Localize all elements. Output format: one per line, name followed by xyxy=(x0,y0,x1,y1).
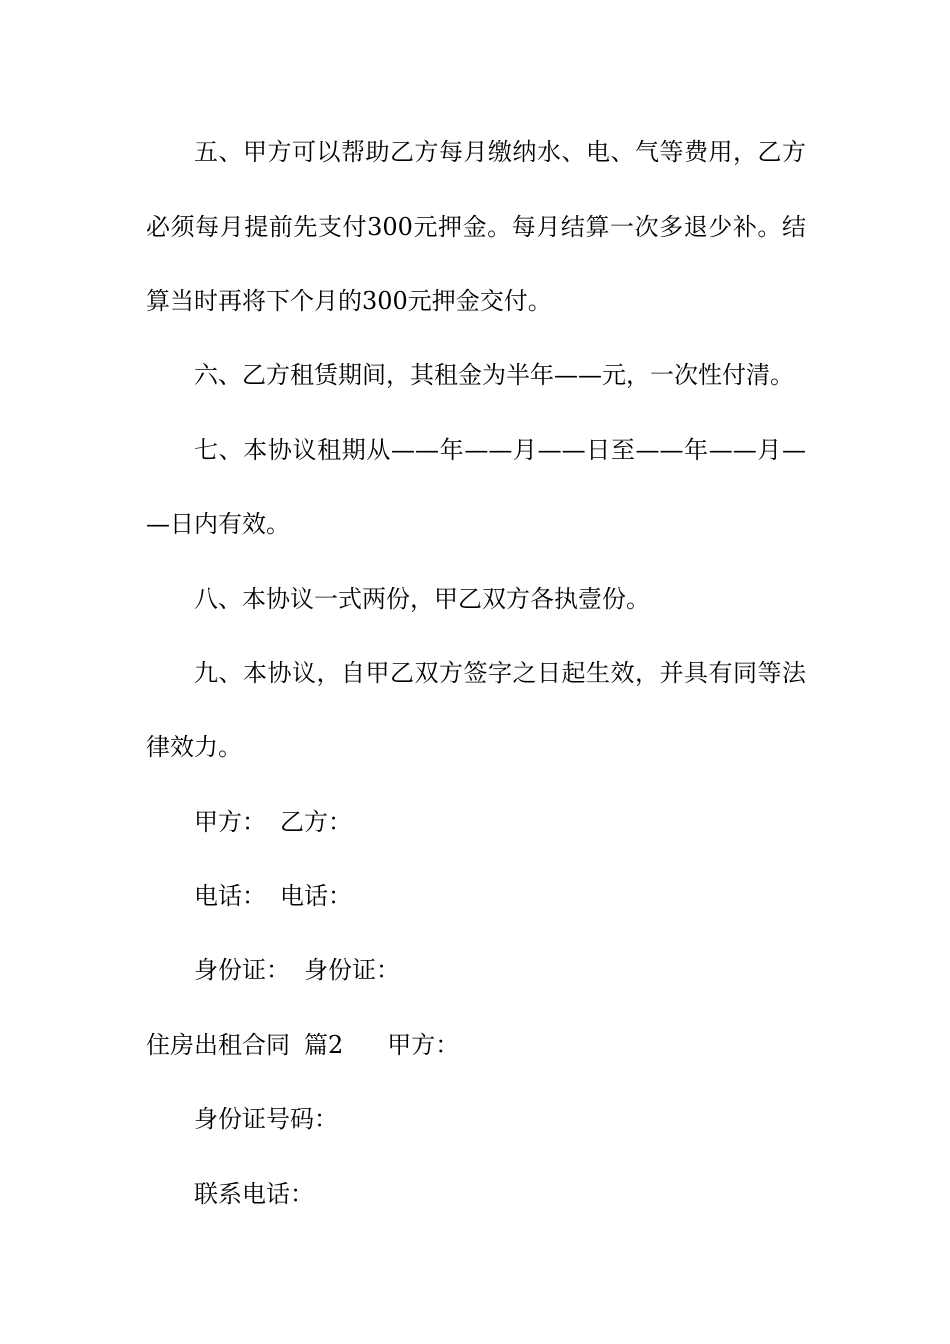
clause-9-line-2: 律效力。 xyxy=(146,733,242,761)
clause-5-line-3: 算当时再将下个月的300元押金交付。 xyxy=(146,287,552,315)
section-two-contact-phone-label: 联系电话： xyxy=(194,1180,314,1208)
section-two-heading-row xyxy=(146,1029,806,1061)
party-a-label: 甲方： xyxy=(194,808,266,836)
signature-party-row xyxy=(194,806,806,838)
clause-5-line-2: 必须每月提前先支付300元押金。每月结算一次多退少补。结 xyxy=(146,213,806,241)
clause-7-line-1: 七、本协议租期从——年——月——日至——年——月— xyxy=(194,436,806,464)
signature-id-row xyxy=(194,954,806,986)
phone-b-label: 电话： xyxy=(280,882,352,910)
signature-phone-row xyxy=(194,880,806,912)
clause-8-line-1: 八、本协议一式两份，甲乙双方各执壹份。 xyxy=(194,585,650,613)
section-two-title: 住房出租合同 xyxy=(146,1031,290,1059)
section-two-party-a-label: 甲方： xyxy=(387,1031,460,1059)
id-b-label: 身份证： xyxy=(304,956,400,984)
clause-7-line-2: —日内有效。 xyxy=(146,510,290,538)
clause-6-line-1: 六、乙方租赁期间，其租金为半年——元，一次性付清。 xyxy=(194,361,794,389)
section-two-id-number-label: 身份证号码： xyxy=(194,1105,338,1133)
id-a-label: 身份证： xyxy=(194,956,290,984)
party-b-label: 乙方： xyxy=(280,808,352,836)
section-two-part: 篇2 xyxy=(304,1031,344,1059)
clause-9-line-1: 九、本协议，自甲乙双方签字之日起生效，并具有同等法 xyxy=(194,659,806,687)
phone-a-label: 电话： xyxy=(194,882,266,910)
clause-5-line-1: 五、甲方可以帮助乙方每月缴纳水、电、气等费用，乙方 xyxy=(194,138,806,166)
